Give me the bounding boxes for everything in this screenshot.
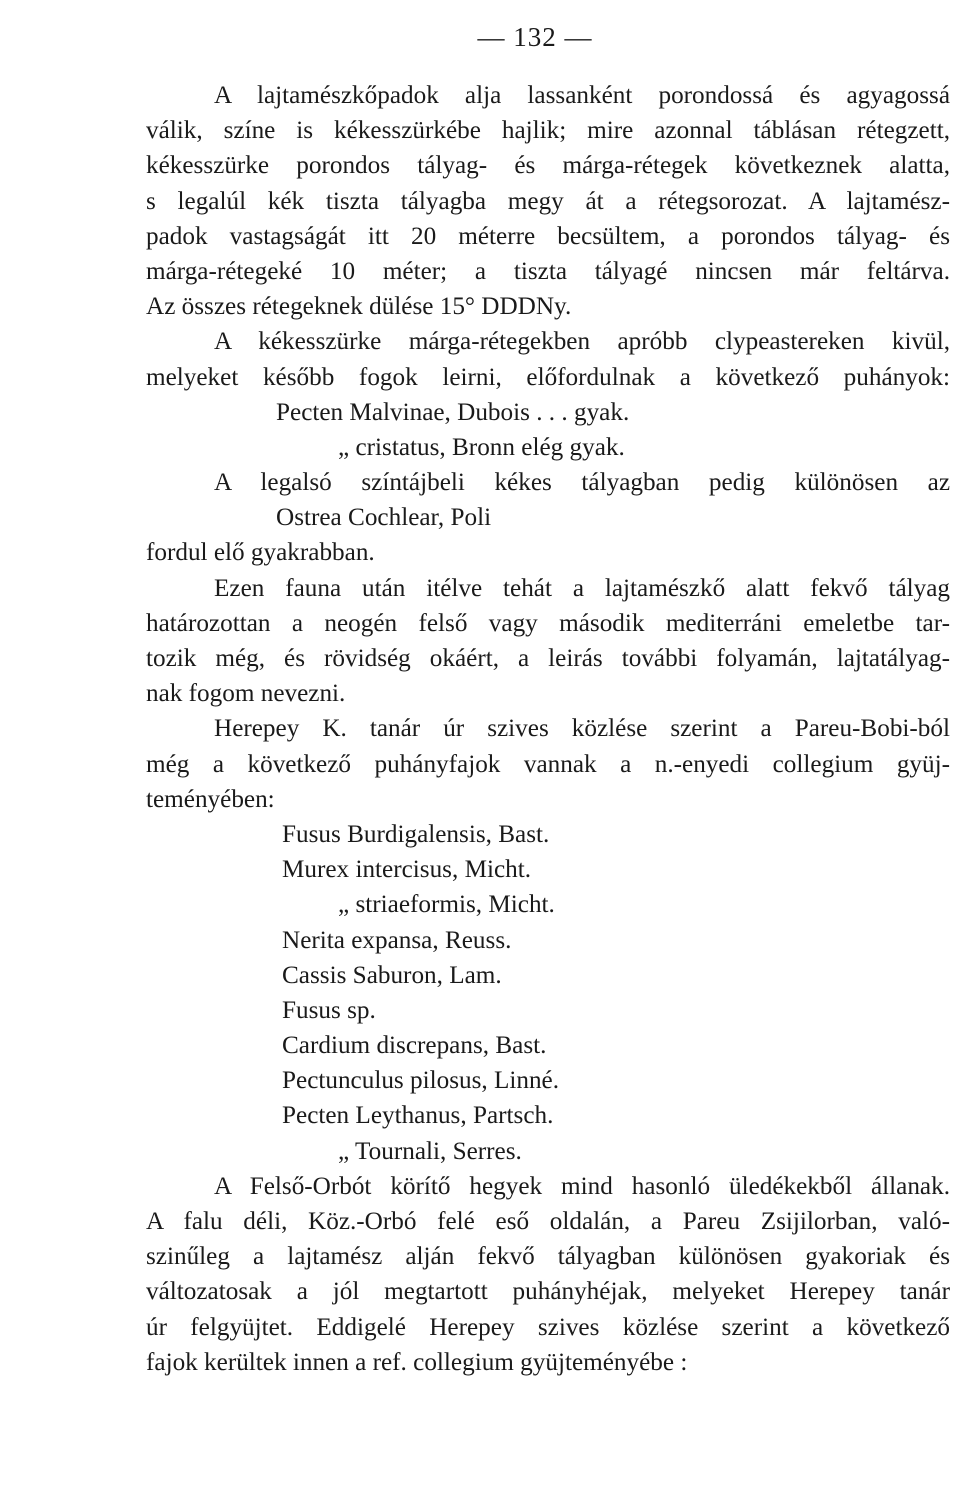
text-line: nak fogom nevezni. <box>146 680 346 708</box>
species-line: Cassis Saburon, Lam. <box>282 961 502 989</box>
species-line: Murex intercisus, Micht. <box>282 856 532 884</box>
text-line: változatosak a jól megtartott puhányhéjak, melyeket Herepey tanár <box>146 1278 950 1306</box>
species-line: Pecten Leythanus, Partsch. <box>282 1102 554 1130</box>
text-line: kékesszürke porondos tályag- és márga-rétegek következnek alatta, <box>146 152 950 180</box>
page-number: — 132 — <box>477 22 593 52</box>
text-line: szinűleg a lajtamész alján fekvő tályagban különösen gyakoriak és <box>146 1243 950 1271</box>
text-line: Ezen fauna után itélve tehát a lajtamészkő alatt fekvő tályag <box>214 574 950 602</box>
text-line: A kékesszürke márga-rétegekben apróbb clypeastereken kivül, <box>214 328 950 356</box>
text-line: márga-rétegeké 10 méter; a tiszta tályagé nincsen már feltárva. <box>146 257 950 285</box>
text-line: Herepey K. tanár úr szives közlése szerint a Pareu-Bobi-ból <box>214 715 950 743</box>
species-line: Ostrea Cochlear, Poli <box>276 504 492 532</box>
text-line: teményében: <box>146 785 275 813</box>
species-line: Cardium discrepans, Bast. <box>282 1032 547 1060</box>
species-line: Fusus sp. <box>282 996 376 1024</box>
species-line: Fusus Burdigalensis, Bast. <box>282 820 550 848</box>
text-line: válik, színe is kékesszürkébe hajlik; mire azonnal táblásan rétegzett, <box>146 117 950 145</box>
text-line: úr felgyüjtet. Eddigelé Herepey szives közlése szerint a következő <box>146 1313 950 1341</box>
text-line: még a következő puhányfajok vannak a n.-enyedi collegium gyüj- <box>146 750 950 778</box>
species-line: Nerita expansa, Reuss. <box>282 926 512 954</box>
text-line: A lajtamészkőpadok alja lassanként porondossá és agyagossá <box>214 82 950 109</box>
text-line: fordul elő gyakrabban. <box>146 539 375 567</box>
species-line: Pectunculus pilosus, Linné. <box>282 1067 560 1095</box>
text-line: melyeket később fogok leirni, előfordulnak a következő puhányok: <box>146 363 950 391</box>
species-line: „ Tournali, Serres. <box>338 1137 522 1165</box>
text-line: fajok kerültek innen a ref. collegium gyüjteményébe : <box>146 1348 688 1376</box>
text-line: A legalsó színtájbeli kékes tályagban pedig különösen az <box>214 469 950 497</box>
text-line: határozottan a neogén felső vagy második mediterráni emeletbe tar- <box>146 609 950 637</box>
page-body <box>146 78 950 1380</box>
text-line: Az összes rétegeknek dülése 15° DDDNy. <box>146 293 572 321</box>
species-line: Pecten Malvinae, Dubois . . . gyak. <box>276 398 630 426</box>
text-line: A Felső-Orbót körítő hegyek mind hasonló üledékekből állanak. <box>214 1172 950 1200</box>
species-line: „ cristatus, Bronn elég gyak. <box>338 433 625 461</box>
text-line: padok vastagságát itt 20 méterre becsültem, a porondos tályag- és <box>146 222 950 250</box>
species-line: „ striaeformis, Micht. <box>338 891 555 919</box>
text-line: s legalúl kék tiszta tályagba megy át a rétegsorozat. A lajtamész- <box>146 187 950 215</box>
text-line: A falu déli, Köz.-Orbó felé eső oldalán, a Pareu Zsijilorban, való- <box>146 1208 950 1235</box>
text-line: tozik még, és rövidség okáért, a leirás további folyamán, lajtatályag- <box>146 645 950 672</box>
